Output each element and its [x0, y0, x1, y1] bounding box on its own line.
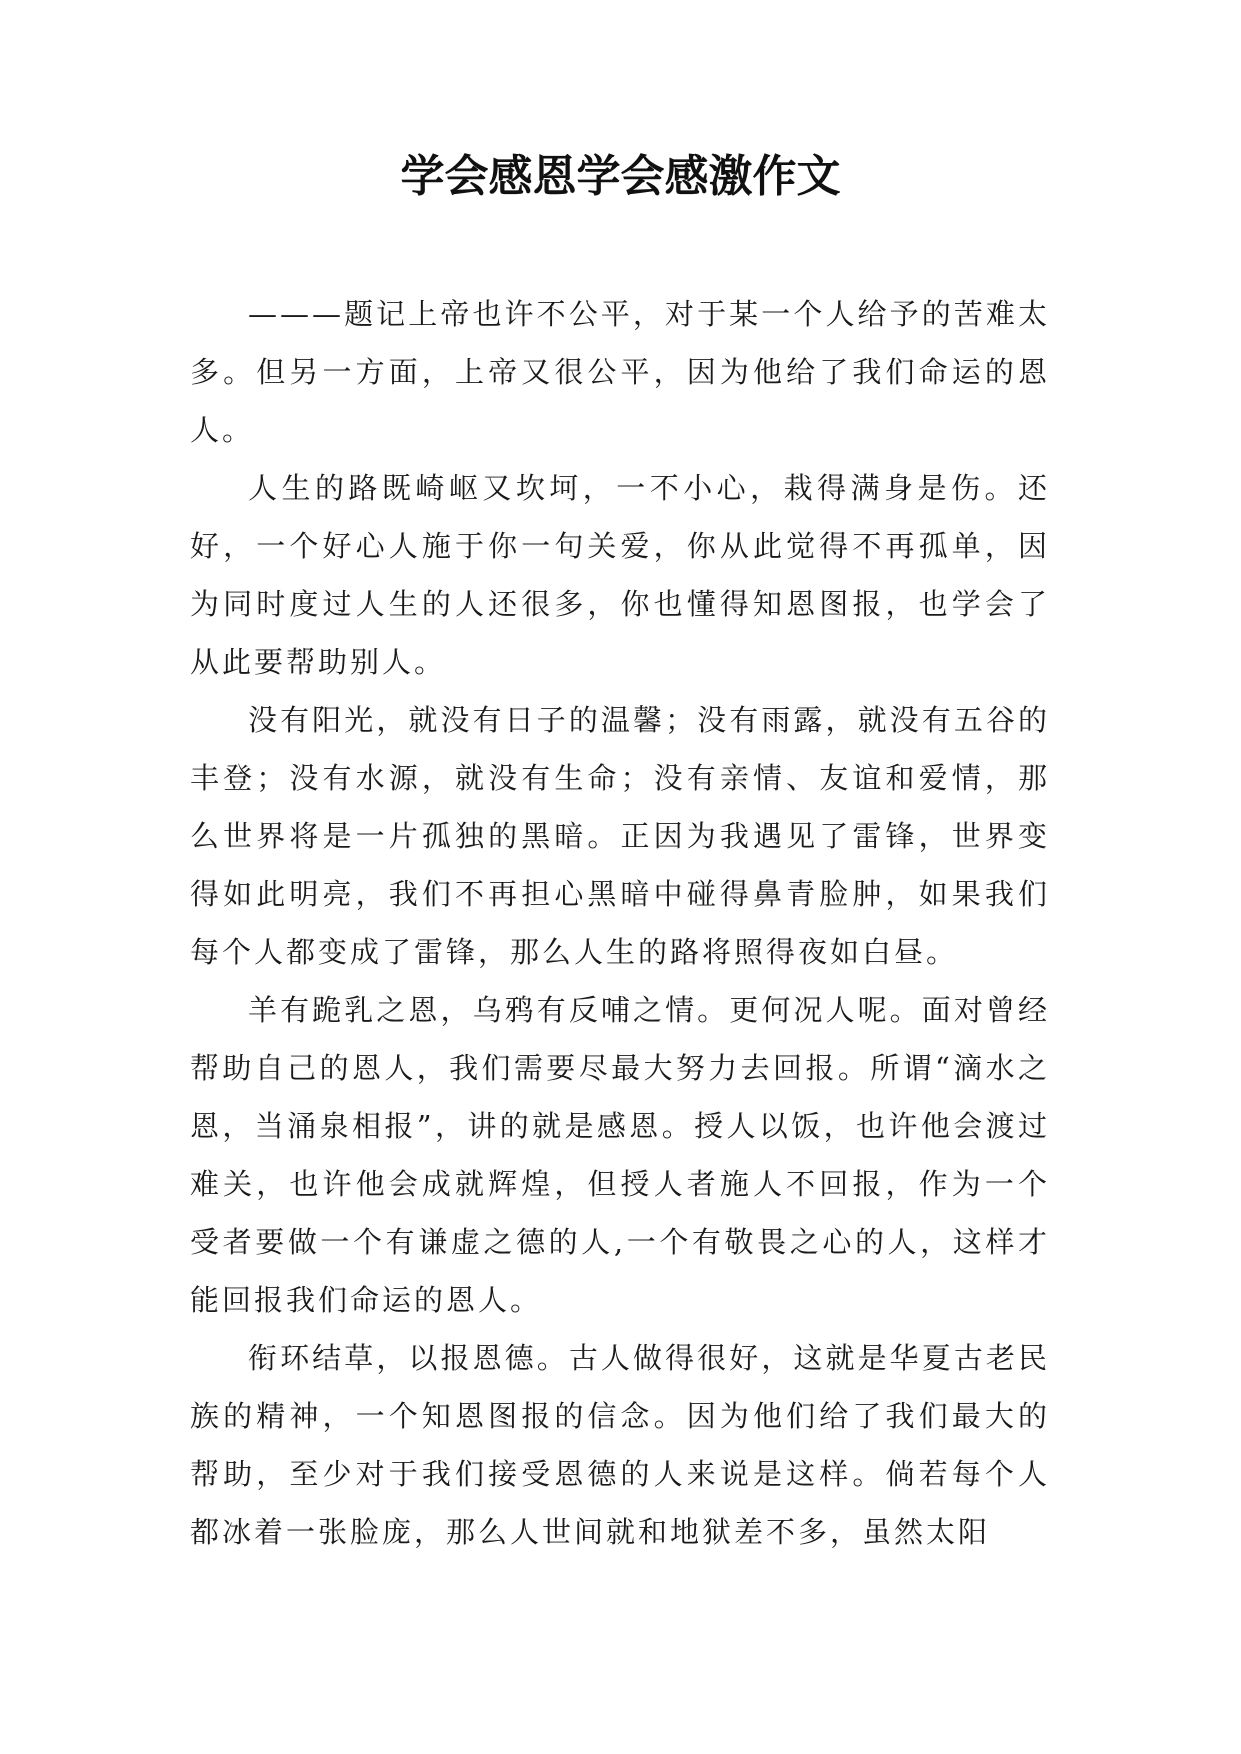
document-body: [190, 285, 1050, 1561]
paragraph-life-road: 人生的路既崎岖又坎坷，一不小心，栽得满身是伤。还好，一个好心人施于你一句关爱，你从此觉得不再孤单，因为同时度过人生的人还很多，你也懂得知恩图报，也学会了从此要帮助别人。: [190, 471, 1050, 679]
paragraph-repay-kindness: 衔环结草，以报恩德。古人做得很好，这就是华夏古老民族的精神，一个知恩图报的信念。因为他们给了我们最大的帮助，至少对于我们接受恩德的人来说是这样。倘若每个人都冰着一张脸庞，那么人世间就和地狱差不多，虽然太阳: [190, 1341, 1050, 1549]
document-title: 学会感恩学会感激作文: [400, 151, 841, 202]
paragraph-sunshine: 没有阳光，就没有日子的温馨；没有雨露，就没有五谷的丰登；没有水源，就没有生命；没有亲情、友谊和爱情，那么世界将是一片孤独的黑暗。正因为我遇见了雷锋，世界变得如此明亮，我们不再担心黑暗中碰得鼻青脸肿，如果我们每个人都变成了雷锋，那么人生的路将照得夜如白昼。: [190, 703, 1050, 969]
paragraph-epigraph: ———题记上帝也许不公平，对于某一个人给予的苦难太多。但另一方面，上帝又很公平，因为他给了我们命运的恩人。: [190, 297, 1050, 447]
paragraph-gratitude: 羊有跪乳之恩，乌鸦有反哺之情。更何况人呢。面对曾经帮助自己的恩人，我们需要尽最大努力去回报。所谓“滴水之恩，当涌泉相报”，讲的就是感恩。授人以饭，也许他会渡过难关，也许他会成就辉煌，但授人者施人不回报，作为一个受者要做一个有谦虚之德的人,一个有敬畏之心的人，这样才能回报我们命运的恩人。: [190, 993, 1050, 1317]
